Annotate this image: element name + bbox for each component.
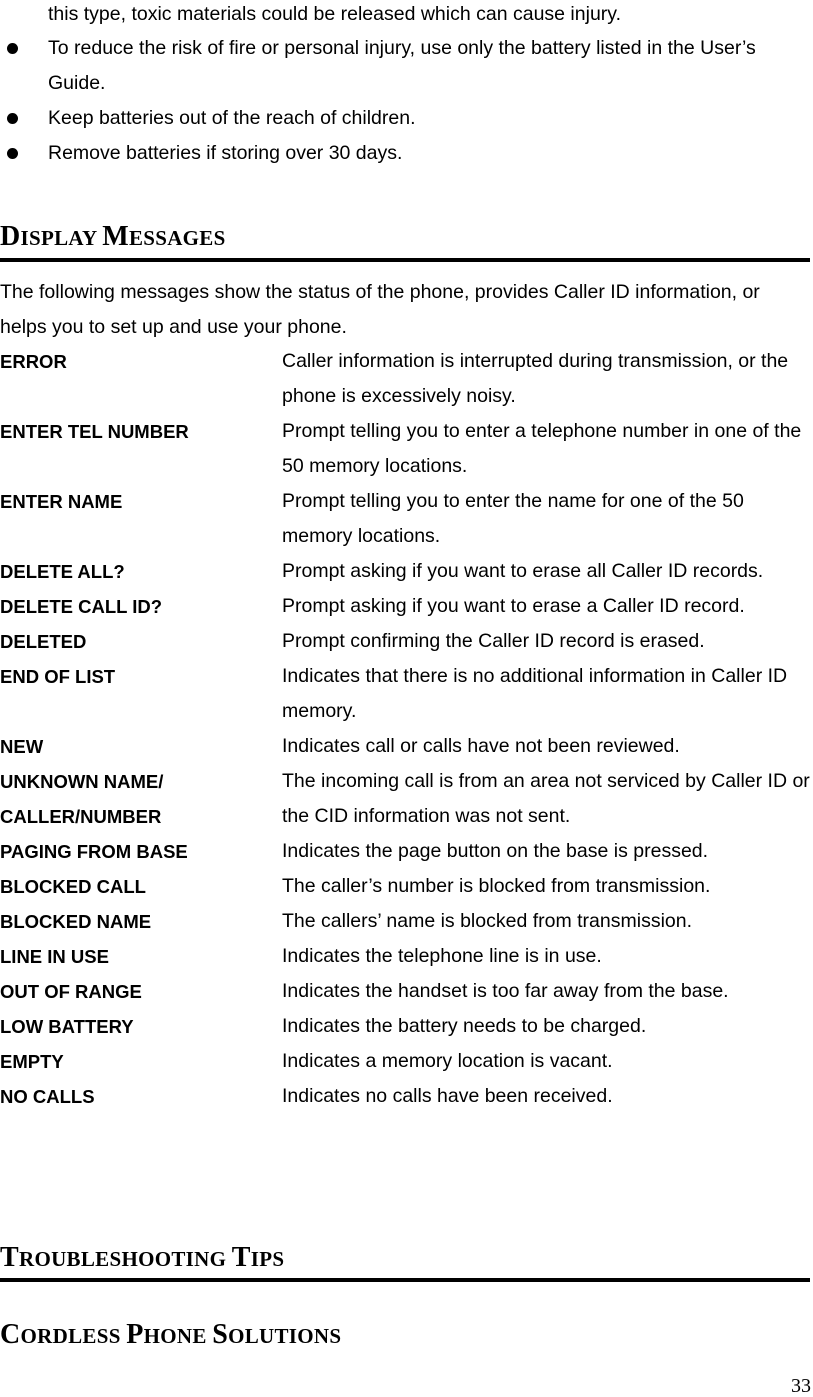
message-description: Indicates no calls have been received. [282, 1085, 613, 1107]
table-row [0, 659, 813, 729]
message-description: Caller information is interrupted during transmission, or the phone is excessively noisy. [282, 350, 789, 407]
message-term: EMPTY [0, 1051, 64, 1072]
bullet-text: To reduce the risk of fire or personal injury, use only the battery listed in the User’s Guide. [48, 37, 756, 94]
message-term: ENTER NAME [0, 491, 123, 512]
message-term: BLOCKED NAME [0, 911, 152, 932]
intro-paragraph: The following messages show the status of the phone, provides Caller ID information, or helps you to set up and use your phone. [0, 281, 760, 338]
table-row [0, 729, 813, 764]
bullet-text: Remove batteries if storing over 30 days. [48, 142, 403, 164]
troubleshooting-heading: TROUBLESHOOTING TIPS [0, 1245, 810, 1282]
message-term: END OF LIST [0, 666, 116, 687]
table-row [0, 869, 813, 904]
message-term: ENTER TEL NUMBER [0, 421, 189, 442]
message-description: The caller’s number is blocked from transmission. [282, 875, 711, 897]
list-item [0, 136, 813, 171]
message-description: Prompt telling you to enter the name for one of the 50 memory locations. [282, 490, 744, 547]
table-row [0, 484, 813, 554]
message-term: LOW BATTERY [0, 1016, 134, 1037]
message-term: NEW [0, 736, 44, 757]
bullet-text: Keep batteries out of the reach of children. [48, 107, 416, 129]
table-row [0, 764, 813, 834]
table-row [0, 834, 813, 869]
table-row [0, 344, 813, 414]
bullet-icon [7, 113, 18, 124]
message-term: UNKNOWN NAME/ CALLER/NUMBER [0, 771, 164, 827]
message-description: Indicates the telephone line is in use. [282, 945, 602, 967]
list-item [0, 101, 813, 136]
bullet-icon [7, 43, 18, 54]
message-description: Prompt asking if you want to erase all Caller ID records. [282, 560, 764, 582]
cordless-solutions-heading: CORDLESS PHONE SOLUTIONS [0, 1319, 342, 1350]
message-term: DELETE CALL ID? [0, 596, 163, 617]
list-item [0, 31, 813, 101]
continued-text: this type, toxic materials could be released which can cause injury. [48, 3, 622, 25]
table-row [0, 589, 813, 624]
display-messages-table [0, 344, 813, 1114]
table-row [0, 1009, 813, 1044]
message-term: LINE IN USE [0, 946, 109, 967]
table-row [0, 624, 813, 659]
message-description: Indicates the handset is too far away from the base. [282, 980, 729, 1002]
table-row [0, 414, 813, 484]
message-description: Prompt confirming the Caller ID record is erased. [282, 630, 705, 652]
message-description: Indicates that there is no additional information in Caller ID memory. [282, 665, 788, 722]
message-term: OUT OF RANGE [0, 981, 142, 1002]
table-row [0, 1079, 813, 1114]
table-row [0, 939, 813, 974]
message-description: Indicates the battery needs to be charged. [282, 1015, 647, 1037]
table-row [0, 1044, 813, 1079]
message-description: Indicates call or calls have not been reviewed. [282, 735, 680, 757]
message-description: Indicates the page button on the base is pressed. [282, 840, 709, 862]
message-term: DELETE ALL? [0, 561, 125, 582]
table-row [0, 974, 813, 1009]
table-row [0, 904, 813, 939]
message-term: BLOCKED CALL [0, 876, 146, 897]
page-number: 33 [791, 1375, 811, 1397]
message-term: DELETED [0, 631, 87, 652]
message-description: The incoming call is from an area not serviced by Caller ID or the CID information was not sent. [282, 770, 810, 827]
message-description: Prompt asking if you want to erase a Caller ID record. [282, 595, 745, 617]
message-description: Prompt telling you to enter a telephone number in one of the 50 memory locations. [282, 420, 802, 477]
message-description: Indicates a memory location is vacant. [282, 1050, 613, 1072]
bullet-icon [7, 148, 18, 159]
table-row [0, 554, 813, 589]
message-description: The callers’ name is blocked from transmission. [282, 910, 693, 932]
message-term: NO CALLS [0, 1086, 95, 1107]
display-messages-heading: DISPLAY MESSAGES [0, 224, 810, 262]
battery-safety-list [0, 31, 813, 171]
message-term: ERROR [0, 351, 67, 372]
message-term: PAGING FROM BASE [0, 841, 188, 862]
